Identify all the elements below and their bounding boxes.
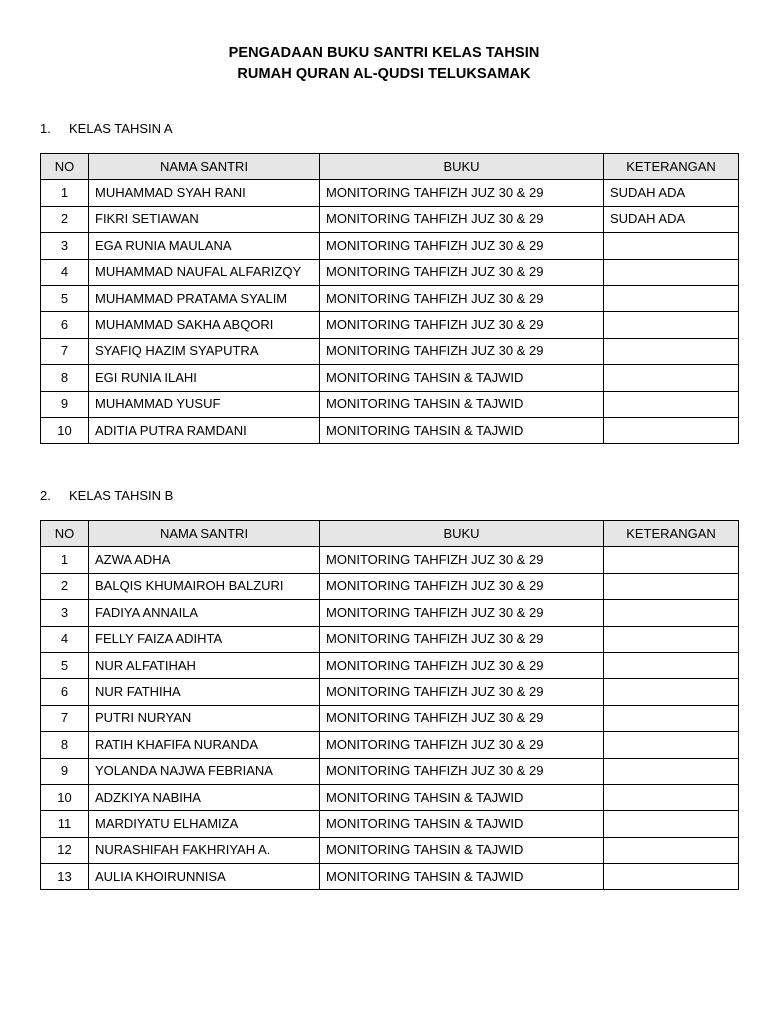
cell-nama: EGA RUNIA MAULANA (89, 233, 320, 259)
cell-no: 6 (41, 312, 89, 338)
cell-no: 8 (41, 732, 89, 758)
table-row (41, 600, 739, 626)
cell-keterangan (604, 784, 739, 810)
table-row (41, 732, 739, 758)
table-row (41, 180, 739, 206)
cell-buku: MONITORING TAHFIZH JUZ 30 & 29 (320, 233, 604, 259)
table-row (41, 285, 739, 311)
table-row (41, 417, 739, 443)
cell-no: 11 (41, 811, 89, 837)
cell-keterangan (604, 811, 739, 837)
cell-no: 8 (41, 365, 89, 391)
cell-keterangan (604, 705, 739, 731)
table-row (41, 864, 739, 890)
column-header-buku: BUKU (320, 154, 604, 180)
cell-buku: MONITORING TAHFIZH JUZ 30 & 29 (320, 758, 604, 784)
cell-keterangan (604, 391, 739, 417)
cell-nama: FIKRI SETIAWAN (89, 206, 320, 232)
cell-buku: MONITORING TAHFIZH JUZ 30 & 29 (320, 285, 604, 311)
cell-keterangan: SUDAH ADA (604, 206, 739, 232)
cell-nama: SYAFIQ HAZIM SYAPUTRA (89, 338, 320, 364)
cell-no: 5 (41, 285, 89, 311)
cell-buku: MONITORING TAHFIZH JUZ 30 & 29 (320, 626, 604, 652)
cell-buku: MONITORING TAHSIN & TAJWID (320, 391, 604, 417)
table-row (41, 259, 739, 285)
section-heading-kelas-a (40, 121, 173, 136)
cell-buku: MONITORING TAHFIZH JUZ 30 & 29 (320, 732, 604, 758)
cell-keterangan (604, 573, 739, 599)
cell-nama: ADITIA PUTRA RAMDANI (89, 417, 320, 443)
table-row (41, 758, 739, 784)
cell-nama: MUHAMMAD SYAH RANI (89, 180, 320, 206)
cell-no: 10 (41, 417, 89, 443)
table-row (41, 312, 739, 338)
cell-buku: MONITORING TAHFIZH JUZ 30 & 29 (320, 705, 604, 731)
cell-nama: MUHAMMAD PRATAMA SYALIM (89, 285, 320, 311)
table-row (41, 233, 739, 259)
cell-no: 1 (41, 547, 89, 573)
section-number: 2. (40, 488, 51, 503)
table-row (41, 573, 739, 599)
table-row (41, 547, 739, 573)
cell-buku: MONITORING TAHSIN & TAJWID (320, 417, 604, 443)
cell-buku: MONITORING TAHFIZH JUZ 30 & 29 (320, 206, 604, 232)
cell-keterangan (604, 864, 739, 890)
cell-buku: MONITORING TAHFIZH JUZ 30 & 29 (320, 547, 604, 573)
document-title: PENGADAAN BUKU SANTRI KELAS TAHSIN (228, 45, 540, 61)
cell-nama: MUHAMMAD YUSUF (89, 391, 320, 417)
table-row (41, 206, 739, 232)
cell-keterangan (604, 312, 739, 338)
cell-nama: MARDIYATU ELHAMIZA (89, 811, 320, 837)
cell-no: 4 (41, 626, 89, 652)
student-table-kelas-a (40, 153, 739, 444)
cell-no: 7 (41, 338, 89, 364)
cell-buku: MONITORING TAHSIN & TAJWID (320, 365, 604, 391)
cell-nama: AULIA KHOIRUNNISA (89, 864, 320, 890)
cell-nama: FELLY FAIZA ADIHTA (89, 626, 320, 652)
cell-keterangan (604, 365, 739, 391)
cell-no: 3 (41, 233, 89, 259)
table-row (41, 391, 739, 417)
section-heading-kelas-b (40, 488, 173, 503)
cell-nama: BALQIS KHUMAIROH BALZURI (89, 573, 320, 599)
cell-keterangan (604, 233, 739, 259)
cell-buku: MONITORING TAHFIZH JUZ 30 & 29 (320, 679, 604, 705)
cell-no: 7 (41, 705, 89, 731)
cell-no: 2 (41, 573, 89, 599)
cell-buku: MONITORING TAHFIZH JUZ 30 & 29 (320, 338, 604, 364)
cell-no: 3 (41, 600, 89, 626)
table-row (41, 837, 739, 863)
cell-keterangan (604, 679, 739, 705)
cell-buku: MONITORING TAHFIZH JUZ 30 & 29 (320, 259, 604, 285)
cell-nama: RATIH KHAFIFA NURANDA (89, 732, 320, 758)
table-row (41, 679, 739, 705)
cell-nama: EGI RUNIA ILAHI (89, 365, 320, 391)
table-row (41, 626, 739, 652)
cell-nama: AZWA ADHA (89, 547, 320, 573)
column-header-nama: NAMA SANTRI (89, 521, 320, 547)
cell-keterangan (604, 547, 739, 573)
cell-keterangan (604, 600, 739, 626)
table-row (41, 784, 739, 810)
table-header-row (41, 154, 739, 180)
cell-keterangan (604, 259, 739, 285)
student-table-kelas-b (40, 520, 739, 890)
column-header-no: NO (41, 154, 89, 180)
column-header-buku: BUKU (320, 521, 604, 547)
cell-keterangan (604, 417, 739, 443)
column-header-nama: NAMA SANTRI (89, 154, 320, 180)
cell-buku: MONITORING TAHFIZH JUZ 30 & 29 (320, 180, 604, 206)
cell-no: 13 (41, 864, 89, 890)
section-title: KELAS TAHSIN B (69, 488, 174, 503)
cell-buku: MONITORING TAHFIZH JUZ 30 & 29 (320, 600, 604, 626)
cell-keterangan (604, 652, 739, 678)
table-row (41, 652, 739, 678)
cell-keterangan (604, 732, 739, 758)
document-subtitle: RUMAH QURAN AL-QUDSI TELUKSAMAK (237, 66, 531, 82)
cell-nama: ADZKIYA NABIHA (89, 784, 320, 810)
cell-keterangan (604, 285, 739, 311)
cell-no: 9 (41, 758, 89, 784)
cell-buku: MONITORING TAHSIN & TAJWID (320, 864, 604, 890)
cell-buku: MONITORING TAHFIZH JUZ 30 & 29 (320, 652, 604, 678)
cell-no: 10 (41, 784, 89, 810)
cell-no: 1 (41, 180, 89, 206)
cell-keterangan (604, 626, 739, 652)
cell-buku: MONITORING TAHFIZH JUZ 30 & 29 (320, 573, 604, 599)
cell-buku: MONITORING TAHSIN & TAJWID (320, 784, 604, 810)
cell-nama: FADIYA ANNAILA (89, 600, 320, 626)
cell-nama: MUHAMMAD NAUFAL ALFARIZQY (89, 259, 320, 285)
cell-nama: MUHAMMAD SAKHA ABQORI (89, 312, 320, 338)
column-header-keterangan: KETERANGAN (604, 154, 739, 180)
cell-nama: YOLANDA NAJWA FEBRIANA (89, 758, 320, 784)
cell-no: 5 (41, 652, 89, 678)
table-row (41, 811, 739, 837)
column-header-no: NO (41, 521, 89, 547)
cell-nama: NUR ALFATIHAH (89, 652, 320, 678)
cell-nama: PUTRI NURYAN (89, 705, 320, 731)
section-title: KELAS TAHSIN A (69, 121, 173, 136)
cell-no: 6 (41, 679, 89, 705)
cell-buku: MONITORING TAHSIN & TAJWID (320, 837, 604, 863)
cell-nama: NUR FATHIHA (89, 679, 320, 705)
cell-buku: MONITORING TAHSIN & TAJWID (320, 811, 604, 837)
table-row (41, 365, 739, 391)
cell-keterangan (604, 837, 739, 863)
cell-no: 12 (41, 837, 89, 863)
section-number: 1. (40, 121, 51, 136)
table-header-row (41, 521, 739, 547)
cell-no: 4 (41, 259, 89, 285)
cell-nama: NURASHIFAH FAKHRIYAH A. (89, 837, 320, 863)
cell-no: 9 (41, 391, 89, 417)
cell-keterangan (604, 758, 739, 784)
cell-buku: MONITORING TAHFIZH JUZ 30 & 29 (320, 312, 604, 338)
cell-keterangan (604, 338, 739, 364)
cell-no: 2 (41, 206, 89, 232)
table-row (41, 338, 739, 364)
table-row (41, 705, 739, 731)
cell-keterangan: SUDAH ADA (604, 180, 739, 206)
column-header-keterangan: KETERANGAN (604, 521, 739, 547)
